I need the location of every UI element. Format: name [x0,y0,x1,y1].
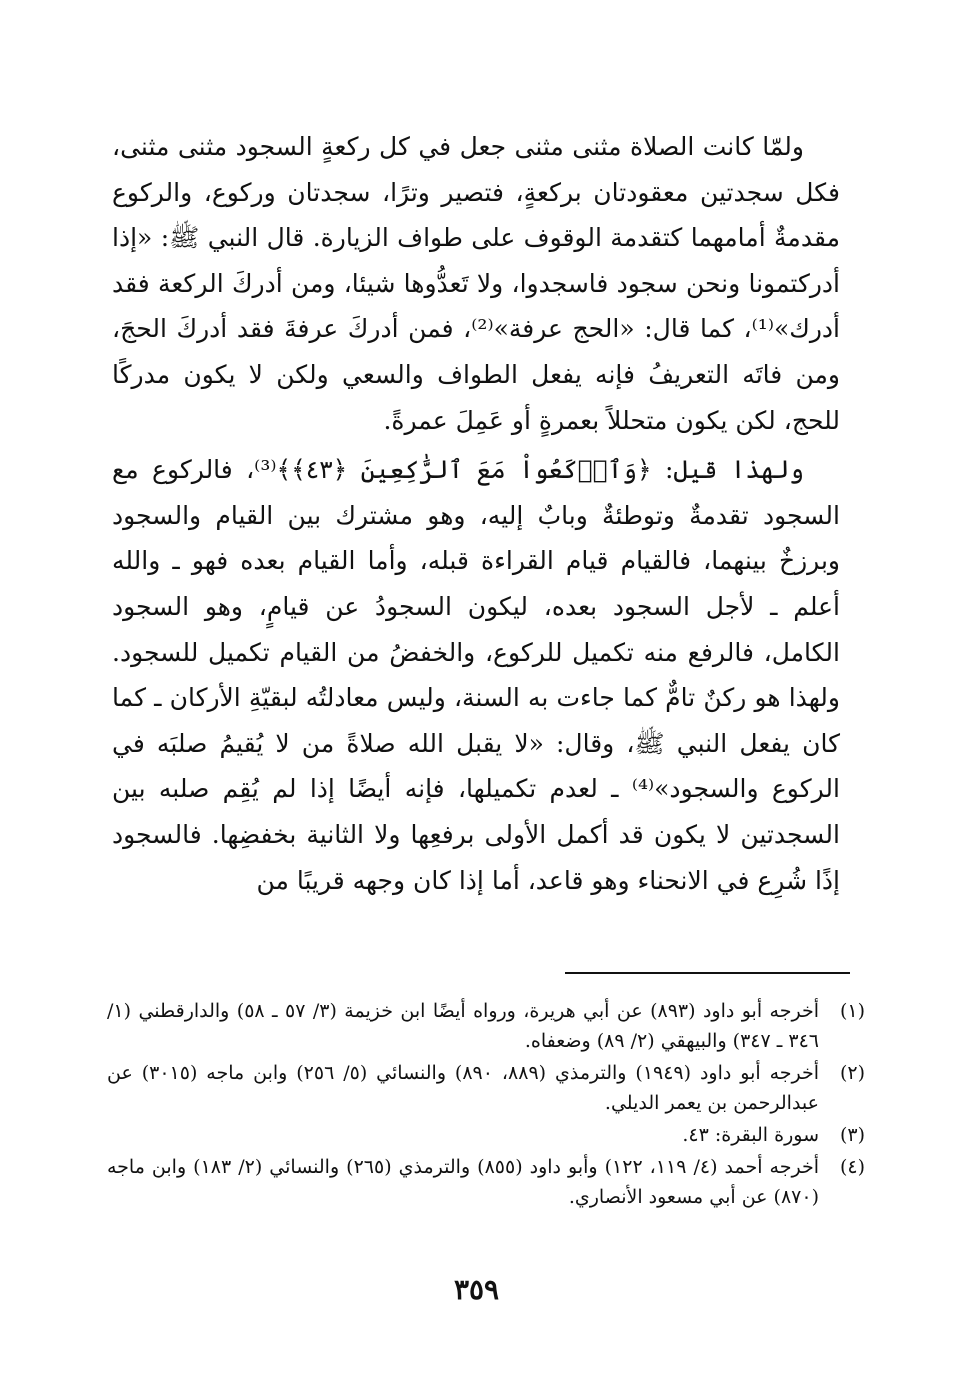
footnote [107,1058,865,1118]
main-text [112,124,840,903]
footnote [107,1152,865,1212]
footnote [107,1120,865,1150]
footnote-text: أخرجه أبو داود (٨٩٣) عن أبي هريرة، ورواه أيضًا ابن خزيمة (٣/ ٥٧ ـ ٥٨) والدارقطني (١/ ٣٤٦ ـ ٣٤٧) والبيهقي (٢/ ٨٩) وضعفاه. [107,1000,819,1052]
paragraph-2: ولهذا قيل: ﴿وَٱرۡكَعُواْ مَعَ ٱلرَّٰكِعِينَ ﴿٤٣﴾﴾⁽³⁾، فالركوع مع السجود تقدمةٌ وتوطئةٌ وبابٌ إليه، وهو مشترك بين القيام والسجود وبرزخٌ بينهما، فالقيام قيام القراءة قبله، وأما القيام بعده فهو ـ والله أعلم ـ لأجل السجود بعده، ليكون السجودُ عن قيامٍ، وهو السجود الكامل، فالرفع منه تكميل للركوع، والخفضُ من القيام تكميل للسجود. ولهذا هو ركنٌ تامٌّ كما جاءت به السنة، وليس معادلتُه لبقيّةِ الأركان ـ كما كان يفعل النبي ﷺ، وقال: «لا يقبل الله صلاةً من لا يُقيمُ صلبَه في الركوع والسجود»⁽⁴⁾ ـ لعدم تكميلها، فإنه أيضًا إذا لم يُقِم صلبه بين السجدتين لا يكون قد أكمل الأولى برفعِها ولا الثانية بخفضِها. فالسجود إذًا شُرِع في الانحناء وهو قاعد، أما إذا كان وجهه قريبًا من [112,455,840,895]
footnote-divider [565,972,850,974]
footnote-number: (٢) [839,1062,865,1084]
footnote [107,996,865,1056]
footnote-number: (٤) [839,1156,865,1178]
footnote-number: (١) [839,1000,865,1022]
footnote-text: أخرجه أحمد (٤/ ١١٩، ١٢٢) وأبو داود (٨٥٥) والترمذي (٢٦٥) والنسائي (٢/ ١٨٣) وابن ماجه (٨٧٠) عن أبي مسعود الأنصاري. [107,1156,819,1208]
footnote-number: (٣) [839,1124,865,1146]
footnote-text: سورة البقرة: ٤٣. [682,1124,819,1146]
paragraph-1: ولمّا كانت الصلاة مثنى مثنى جعل في كل ركعةٍ السجود مثنى مثنى، فكل سجدتين معقودتان بركعةٍ، فتصير وترًا، سجدتان وركوع، والركوع مقدمةٌ أمامهما كتقدمة الوقوف على طواف الزيارة. قال النبي ﷺ: «إذا أدركتمونا ونحن سجود فاسجدوا، ولا تَعدُّوها شيئا، ومن أدركَ الركعة فقد أدرك»⁽¹⁾، كما قال: «الحج عرفة»⁽²⁾، فمن أدركَ عرفةَ فقد أدركَ الحجَ، ومن فاتَه التعريفُ فإنه يفعل الطواف والسعي ولكن لا يكون مدركًا للحج، لكن يكون متحللاً بعمرةٍ أو عَمِلَ عمرةً. [112,132,841,435]
page-number: ٣٥٩ [453,1273,500,1306]
footnotes [107,996,865,1214]
footnote-text: أخرجه أبو داود (١٩٤٩) والترمذي (٨٨٩، ٨٩٠) والنسائي (٥/ ٢٥٦) وابن ماجه (٣٠١٥) عن عبدالرحمن بن يعمر الديلي. [107,1062,820,1114]
